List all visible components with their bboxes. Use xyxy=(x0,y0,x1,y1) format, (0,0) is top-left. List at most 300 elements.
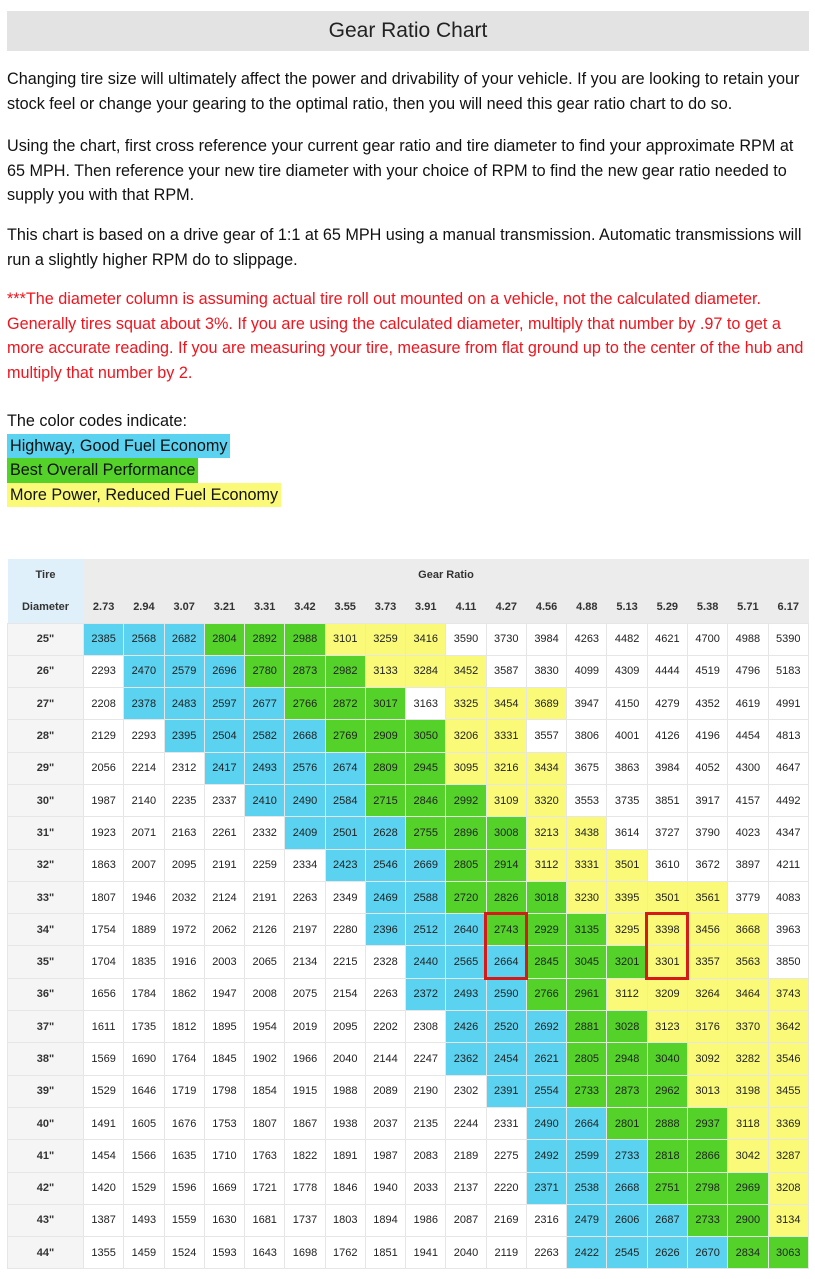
rpm-cell: 4482 xyxy=(607,623,647,655)
rpm-cell: 2668 xyxy=(285,720,325,752)
rpm-cell: 2733 xyxy=(607,1140,647,1172)
rpm-cell: 4519 xyxy=(687,655,727,687)
rpm-cell: 4001 xyxy=(607,720,647,752)
rpm-cell: 3259 xyxy=(365,623,405,655)
rpm-cell: 2197 xyxy=(285,914,325,946)
ratio-header-cell: 2.94 xyxy=(124,591,164,623)
rpm-cell: 2040 xyxy=(446,1237,486,1269)
rpm-cell: 1611 xyxy=(84,1011,124,1043)
ratio-header-cell: 4.11 xyxy=(446,591,486,623)
rpm-cell: 1754 xyxy=(84,914,124,946)
color-legend xyxy=(7,409,281,507)
rpm-cell: 2259 xyxy=(245,849,285,881)
rpm-cell: 2845 xyxy=(526,946,566,978)
rpm-cell: 2440 xyxy=(406,946,446,978)
rpm-cell: 2805 xyxy=(567,1043,607,1075)
rpm-cell: 1940 xyxy=(365,1172,405,1204)
rpm-cell: 2202 xyxy=(365,1011,405,1043)
rpm-cell: 1710 xyxy=(204,1140,244,1172)
rpm-cell: 2302 xyxy=(446,1075,486,1107)
rpm-cell: 3112 xyxy=(607,978,647,1010)
rpm-cell: 2208 xyxy=(84,688,124,720)
table-row xyxy=(8,914,809,946)
rpm-cell: 2588 xyxy=(406,881,446,913)
rpm-cell: 3587 xyxy=(486,655,526,687)
rpm-cell: 1704 xyxy=(84,946,124,978)
rpm-cell: 2316 xyxy=(526,1204,566,1236)
rpm-cell: 2312 xyxy=(164,752,204,784)
rpm-cell: 2244 xyxy=(446,1107,486,1139)
rpm-cell: 2469 xyxy=(365,881,405,913)
rpm-cell: 2801 xyxy=(607,1107,647,1139)
rpm-cell: 3295 xyxy=(607,914,647,946)
ratio-header-cell: 4.27 xyxy=(486,591,526,623)
rpm-cell: 2554 xyxy=(526,1075,566,1107)
rpm-cell: 3546 xyxy=(768,1043,808,1075)
rpm-cell: 2493 xyxy=(245,752,285,784)
tire-diameter-cell: 33" xyxy=(8,881,84,913)
rpm-cell: 2214 xyxy=(124,752,164,784)
intro-paragraph: Changing tire size will ultimately affect the power and drivability of your vehicle. If you are looking to retain your stock feel or change your gearing to the optimal ratio, then you will need this gear ratio chart to do so. xyxy=(7,70,800,113)
rpm-cell: 2599 xyxy=(567,1140,607,1172)
rpm-cell: 2332 xyxy=(245,817,285,849)
rpm-cell: 2483 xyxy=(164,688,204,720)
rpm-cell: 4279 xyxy=(647,688,687,720)
rpm-cell: 2371 xyxy=(526,1172,566,1204)
ratio-header-cell: 5.13 xyxy=(607,591,647,623)
rpm-cell: 2056 xyxy=(84,752,124,784)
rpm-cell: 2493 xyxy=(446,978,486,1010)
rpm-cell: 2331 xyxy=(486,1107,526,1139)
ratio-header-cell: 3.55 xyxy=(325,591,365,623)
rpm-cell: 3042 xyxy=(728,1140,768,1172)
rpm-cell: 2937 xyxy=(687,1107,727,1139)
rpm-cell: 2144 xyxy=(365,1043,405,1075)
tire-diameter-cell: 36" xyxy=(8,978,84,1010)
rpm-cell: 3456 xyxy=(687,914,727,946)
rpm-cell: 4023 xyxy=(728,817,768,849)
rpm-cell: 2396 xyxy=(365,914,405,946)
rpm-cell: 2395 xyxy=(164,720,204,752)
rpm-cell: 3118 xyxy=(728,1107,768,1139)
rpm-cell: 1491 xyxy=(84,1107,124,1139)
rpm-cell: 4083 xyxy=(768,881,808,913)
gear-ratio-table-wrapper xyxy=(7,559,809,1269)
rpm-cell: 2089 xyxy=(365,1075,405,1107)
rpm-cell: 4099 xyxy=(567,655,607,687)
rpm-cell: 3553 xyxy=(567,784,607,816)
rpm-cell: 1529 xyxy=(84,1075,124,1107)
rpm-cell: 2124 xyxy=(204,881,244,913)
rpm-cell: 1646 xyxy=(124,1075,164,1107)
rpm-cell: 2409 xyxy=(285,817,325,849)
table-row xyxy=(8,1172,809,1204)
rpm-cell: 2873 xyxy=(285,655,325,687)
table-row xyxy=(8,688,809,720)
rpm-cell: 3040 xyxy=(647,1043,687,1075)
rpm-cell: 2071 xyxy=(124,817,164,849)
rpm-cell: 3163 xyxy=(406,688,446,720)
rpm-cell: 2479 xyxy=(567,1204,607,1236)
rpm-cell: 1889 xyxy=(124,914,164,946)
rpm-cell: 2008 xyxy=(245,978,285,1010)
rpm-cell: 1986 xyxy=(406,1204,446,1236)
rpm-cell: 3008 xyxy=(486,817,526,849)
rpm-cell: 2263 xyxy=(365,978,405,1010)
rpm-cell: 2095 xyxy=(325,1011,365,1043)
rpm-cell: 2087 xyxy=(446,1204,486,1236)
rpm-cell: 2809 xyxy=(365,752,405,784)
rpm-cell: 2992 xyxy=(446,784,486,816)
rpm-cell: 2545 xyxy=(607,1237,647,1269)
rpm-cell: 1630 xyxy=(204,1204,244,1236)
rpm-cell: 2220 xyxy=(486,1172,526,1204)
table-row xyxy=(8,1204,809,1236)
tire-diameter-cell: 26" xyxy=(8,655,84,687)
rpm-cell: 2263 xyxy=(526,1237,566,1269)
rpm-cell: 1862 xyxy=(164,978,204,1010)
rpm-cell: 2261 xyxy=(204,817,244,849)
rpm-cell: 1459 xyxy=(124,1237,164,1269)
rpm-cell: 3727 xyxy=(647,817,687,849)
rpm-cell: 1812 xyxy=(164,1011,204,1043)
rpm-cell: 1569 xyxy=(84,1043,124,1075)
diameter-warning: ***The diameter column is assuming actual tire roll out mounted on a vehicle, not the calculated diameter. Generally tires squat about 3%. If you are using the calculated diameter, multiply that number by .97 to get a more accurate reading. If you are measuring your tire, measure from flat ground up to the center of the hub and multiply that number by 2. xyxy=(7,290,804,382)
rpm-cell: 2948 xyxy=(607,1043,647,1075)
rpm-cell: 3416 xyxy=(406,623,446,655)
rpm-cell: 1454 xyxy=(84,1140,124,1172)
rpm-cell: 1698 xyxy=(285,1237,325,1269)
rpm-cell: 2033 xyxy=(406,1172,446,1204)
page-title xyxy=(7,11,809,51)
tire-diameter-cell: 30" xyxy=(8,784,84,816)
rpm-cell: 3357 xyxy=(687,946,727,978)
rpm-cell: 3563 xyxy=(728,946,768,978)
rpm-cell: 2674 xyxy=(325,752,365,784)
tire-diameter-cell: 34" xyxy=(8,914,84,946)
rpm-cell: 2235 xyxy=(164,784,204,816)
rpm-cell: 3850 xyxy=(768,946,808,978)
basis-paragraph: This chart is based on a drive gear of 1:1 at 65 MPH using a manual transmission. Automatic transmissions will run a slightly higher RPM do to slippage. xyxy=(7,226,802,269)
table-row xyxy=(8,1011,809,1043)
rpm-cell: 2584 xyxy=(325,784,365,816)
rpm-cell: 4700 xyxy=(687,623,727,655)
rpm-cell: 1656 xyxy=(84,978,124,1010)
rpm-cell: 3851 xyxy=(647,784,687,816)
rpm-cell: 2215 xyxy=(325,946,365,978)
rpm-cell: 3963 xyxy=(768,914,808,946)
rpm-cell: 2422 xyxy=(567,1237,607,1269)
rpm-cell: 2134 xyxy=(285,946,325,978)
rpm-cell: 2982 xyxy=(325,655,365,687)
rpm-cell: 1420 xyxy=(84,1172,124,1204)
rpm-cell: 2881 xyxy=(567,1011,607,1043)
rpm-cell: 2962 xyxy=(647,1075,687,1107)
table-row xyxy=(8,655,809,687)
usage-paragraph: Using the chart, first cross reference your current gear ratio and tire diameter to find your approximate RPM at 65 MPH. Then reference your new tire diameter with your choice of RPM to find the new gear ratio needed to supply you with that RPM. xyxy=(7,137,794,204)
rpm-cell: 2846 xyxy=(406,784,446,816)
ratio-header-cell: 4.88 xyxy=(567,591,607,623)
rpm-cell: 2293 xyxy=(124,720,164,752)
rpm-cell: 2191 xyxy=(204,849,244,881)
tire-diameter-cell: 31" xyxy=(8,817,84,849)
rpm-cell: 4211 xyxy=(768,849,808,881)
rpm-cell: 2866 xyxy=(687,1140,727,1172)
table-row xyxy=(8,1107,809,1139)
rpm-cell: 1923 xyxy=(84,817,124,849)
rpm-cell: 2945 xyxy=(406,752,446,784)
rpm-cell: 2410 xyxy=(245,784,285,816)
rpm-cell: 1915 xyxy=(285,1075,325,1107)
rpm-cell: 2337 xyxy=(204,784,244,816)
gear-ratio-table xyxy=(7,559,809,1269)
rpm-cell: 3320 xyxy=(526,784,566,816)
rpm-cell: 3984 xyxy=(526,623,566,655)
rpm-cell: 3208 xyxy=(768,1172,808,1204)
ratio-header-cell: 4.56 xyxy=(526,591,566,623)
rpm-cell: 3050 xyxy=(406,720,446,752)
rpm-cell: 1916 xyxy=(164,946,204,978)
rpm-cell: 3398 xyxy=(647,914,687,946)
rpm-cell: 2606 xyxy=(607,1204,647,1236)
rpm-cell: 1938 xyxy=(325,1107,365,1139)
rpm-cell: 2670 xyxy=(687,1237,727,1269)
table-row xyxy=(8,784,809,816)
rpm-cell: 3369 xyxy=(768,1107,808,1139)
rpm-cell: 2664 xyxy=(486,946,526,978)
rpm-cell: 1822 xyxy=(285,1140,325,1172)
rpm-cell: 2582 xyxy=(245,720,285,752)
rpm-cell: 1676 xyxy=(164,1107,204,1139)
rpm-cell: 4813 xyxy=(768,720,808,752)
rpm-cell: 4352 xyxy=(687,688,727,720)
rpm-cell: 3092 xyxy=(687,1043,727,1075)
rpm-cell: 2191 xyxy=(245,881,285,913)
rpm-cell: 1690 xyxy=(124,1043,164,1075)
rpm-cell: 2873 xyxy=(607,1075,647,1107)
rpm-cell: 2349 xyxy=(325,881,365,913)
tire-diameter-cell: 41" xyxy=(8,1140,84,1172)
rpm-cell: 3984 xyxy=(647,752,687,784)
rpm-cell: 3370 xyxy=(728,1011,768,1043)
rpm-cell: 1493 xyxy=(124,1204,164,1236)
rpm-cell: 2140 xyxy=(124,784,164,816)
rpm-cell: 2597 xyxy=(204,688,244,720)
rpm-cell: 2423 xyxy=(325,849,365,881)
rpm-cell: 2504 xyxy=(204,720,244,752)
rpm-cell: 2780 xyxy=(245,655,285,687)
rpm-cell: 3063 xyxy=(768,1237,808,1269)
tire-diameter-cell: 37" xyxy=(8,1011,84,1043)
ratio-header-cell: 5.71 xyxy=(728,591,768,623)
table-row xyxy=(8,1075,809,1107)
rpm-cell: 3028 xyxy=(607,1011,647,1043)
rpm-cell: 2169 xyxy=(486,1204,526,1236)
table-row xyxy=(8,978,809,1010)
rpm-cell: 1762 xyxy=(325,1237,365,1269)
rpm-cell: 3216 xyxy=(486,752,526,784)
rpm-cell: 2189 xyxy=(446,1140,486,1172)
rpm-cell: 2640 xyxy=(446,914,486,946)
rpm-cell: 3501 xyxy=(607,849,647,881)
rpm-cell: 3642 xyxy=(768,1011,808,1043)
rpm-cell: 4126 xyxy=(647,720,687,752)
rpm-cell: 1784 xyxy=(124,978,164,1010)
rpm-cell: 2538 xyxy=(567,1172,607,1204)
rpm-cell: 3287 xyxy=(768,1140,808,1172)
rpm-cell: 1764 xyxy=(164,1043,204,1075)
rpm-cell: 2470 xyxy=(124,655,164,687)
rpm-cell: 2626 xyxy=(647,1237,687,1269)
rpm-cell: 2454 xyxy=(486,1043,526,1075)
rpm-cell: 2804 xyxy=(204,623,244,655)
table-row xyxy=(8,752,809,784)
rpm-cell: 3806 xyxy=(567,720,607,752)
rpm-cell: 3464 xyxy=(728,978,768,1010)
rpm-cell: 1987 xyxy=(365,1140,405,1172)
rpm-cell: 3017 xyxy=(365,688,405,720)
rpm-cell: 3790 xyxy=(687,817,727,849)
rpm-cell: 1753 xyxy=(204,1107,244,1139)
rpm-cell: 1593 xyxy=(204,1237,244,1269)
rpm-cell: 2040 xyxy=(325,1043,365,1075)
rpm-cell: 2334 xyxy=(285,849,325,881)
rpm-cell: 1669 xyxy=(204,1172,244,1204)
rpm-cell: 2766 xyxy=(526,978,566,1010)
rpm-cell: 2263 xyxy=(285,881,325,913)
rpm-cell: 2247 xyxy=(406,1043,446,1075)
rpm-cell: 2798 xyxy=(687,1172,727,1204)
rpm-cell: 1835 xyxy=(124,946,164,978)
rpm-cell: 2565 xyxy=(446,946,486,978)
rpm-cell: 4454 xyxy=(728,720,768,752)
rpm-cell: 2914 xyxy=(486,849,526,881)
rpm-cell: 2308 xyxy=(406,1011,446,1043)
rpm-cell: 4619 xyxy=(728,688,768,720)
rpm-cell: 2766 xyxy=(285,688,325,720)
rpm-cell: 2328 xyxy=(365,946,405,978)
rpm-cell: 3230 xyxy=(567,881,607,913)
rpm-cell: 2969 xyxy=(728,1172,768,1204)
rpm-cell: 1355 xyxy=(84,1237,124,1269)
rpm-cell: 2751 xyxy=(647,1172,687,1204)
rpm-cell: 2391 xyxy=(486,1075,526,1107)
rpm-cell: 1778 xyxy=(285,1172,325,1204)
rpm-cell: 3201 xyxy=(607,946,647,978)
tire-diameter-cell: 40" xyxy=(8,1107,84,1139)
rpm-cell: 2512 xyxy=(406,914,446,946)
rpm-cell: 1902 xyxy=(245,1043,285,1075)
legend-best-performance: Best Overall Performance xyxy=(7,458,198,483)
rpm-cell: 2275 xyxy=(486,1140,526,1172)
rpm-cell: 2892 xyxy=(245,623,285,655)
rpm-cell: 2546 xyxy=(365,849,405,881)
rpm-cell: 2826 xyxy=(486,881,526,913)
rpm-cell: 2677 xyxy=(245,688,285,720)
rpm-cell: 3557 xyxy=(526,720,566,752)
rpm-cell: 2682 xyxy=(164,623,204,655)
rpm-cell: 3830 xyxy=(526,655,566,687)
rpm-cell: 2163 xyxy=(164,817,204,849)
rpm-cell: 2126 xyxy=(245,914,285,946)
rpm-cell: 3123 xyxy=(647,1011,687,1043)
rpm-cell: 2872 xyxy=(325,688,365,720)
rpm-cell: 2579 xyxy=(164,655,204,687)
rpm-cell: 1803 xyxy=(325,1204,365,1236)
table-row xyxy=(8,1237,809,1269)
rpm-cell: 2062 xyxy=(204,914,244,946)
rpm-cell: 1966 xyxy=(285,1043,325,1075)
rpm-cell: 3264 xyxy=(687,978,727,1010)
rpm-cell: 1735 xyxy=(124,1011,164,1043)
rpm-cell: 3013 xyxy=(687,1075,727,1107)
rpm-cell: 5390 xyxy=(768,623,808,655)
rpm-cell: 2003 xyxy=(204,946,244,978)
rpm-cell: 2417 xyxy=(204,752,244,784)
rpm-cell: 3501 xyxy=(647,881,687,913)
rpm-cell: 3331 xyxy=(486,720,526,752)
rpm-cell: 1635 xyxy=(164,1140,204,1172)
rpm-cell: 4309 xyxy=(607,655,647,687)
table-row xyxy=(8,881,809,913)
rpm-cell: 2190 xyxy=(406,1075,446,1107)
rpm-cell: 2576 xyxy=(285,752,325,784)
rpm-cell: 2988 xyxy=(285,623,325,655)
tire-diameter-cell: 29" xyxy=(8,752,84,784)
rpm-cell: 3455 xyxy=(768,1075,808,1107)
legend-highway: Highway, Good Fuel Economy xyxy=(7,434,230,459)
rpm-cell: 3176 xyxy=(687,1011,727,1043)
rpm-cell: 3045 xyxy=(567,946,607,978)
rpm-cell: 1895 xyxy=(204,1011,244,1043)
rpm-cell: 3133 xyxy=(365,655,405,687)
rpm-cell: 3743 xyxy=(768,978,808,1010)
rpm-cell: 1988 xyxy=(325,1075,365,1107)
rpm-cell: 2669 xyxy=(406,849,446,881)
rpm-cell: 3735 xyxy=(607,784,647,816)
rpm-cell: 1605 xyxy=(124,1107,164,1139)
rpm-cell: 4991 xyxy=(768,688,808,720)
ratio-header-cell: 3.73 xyxy=(365,591,405,623)
rpm-cell: 3325 xyxy=(446,688,486,720)
rpm-cell: 2280 xyxy=(325,914,365,946)
rpm-cell: 2628 xyxy=(365,817,405,849)
rpm-cell: 2743 xyxy=(486,914,526,946)
rpm-cell: 3134 xyxy=(768,1204,808,1236)
rpm-cell: 3610 xyxy=(647,849,687,881)
rpm-cell: 2065 xyxy=(245,946,285,978)
rpm-cell: 1566 xyxy=(124,1140,164,1172)
rpm-cell: 2490 xyxy=(526,1107,566,1139)
rpm-cell: 2568 xyxy=(124,623,164,655)
rpm-cell: 2818 xyxy=(647,1140,687,1172)
rpm-cell: 1721 xyxy=(245,1172,285,1204)
ratio-header-cell: 3.07 xyxy=(164,591,204,623)
table-row xyxy=(8,946,809,978)
rpm-cell: 1643 xyxy=(245,1237,285,1269)
rpm-cell: 2909 xyxy=(365,720,405,752)
rpm-cell: 2733 xyxy=(687,1204,727,1236)
rpm-cell: 4150 xyxy=(607,688,647,720)
rpm-cell: 2075 xyxy=(285,978,325,1010)
rpm-cell: 3917 xyxy=(687,784,727,816)
rpm-cell: 5183 xyxy=(768,655,808,687)
rpm-cell: 2490 xyxy=(285,784,325,816)
rpm-cell: 4988 xyxy=(728,623,768,655)
rpm-cell: 3395 xyxy=(607,881,647,913)
tire-diameter-cell: 27" xyxy=(8,688,84,720)
rpm-cell: 2621 xyxy=(526,1043,566,1075)
